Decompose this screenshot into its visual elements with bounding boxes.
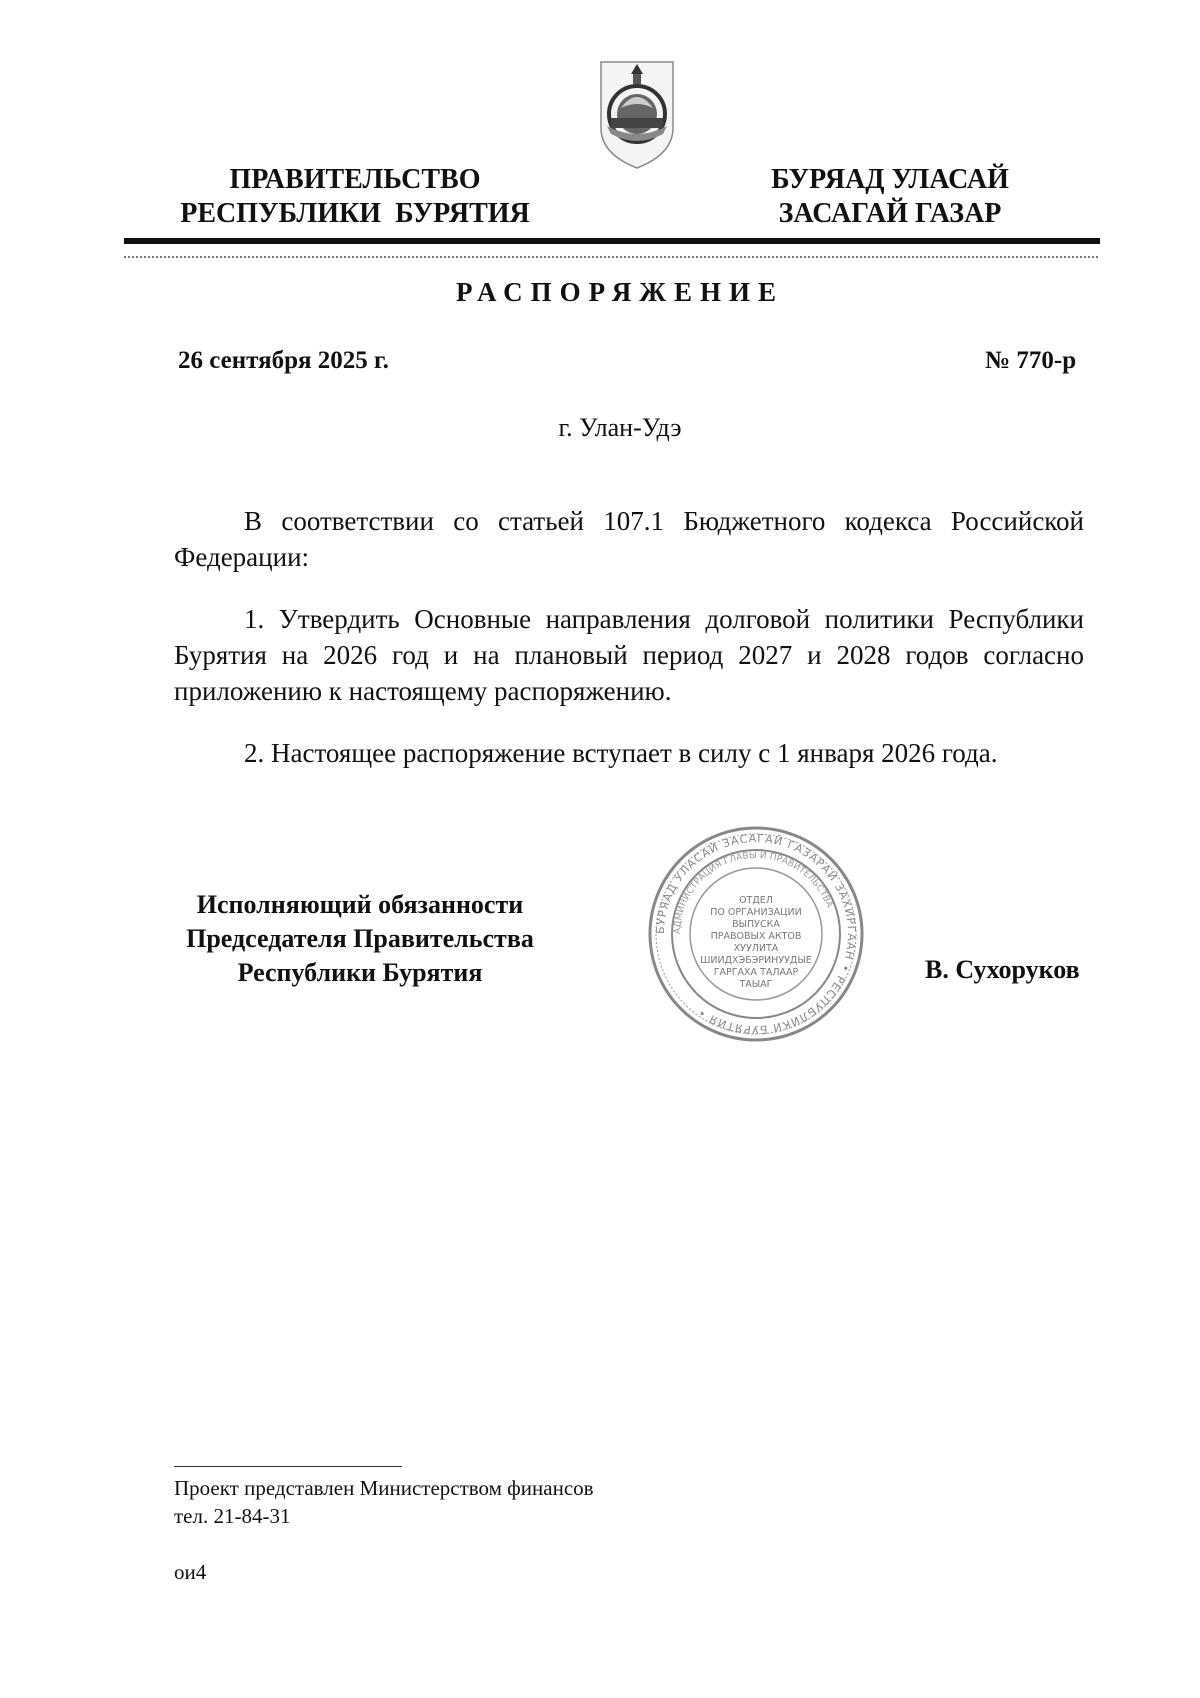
document-date: 26 сентября 2025 г. (178, 347, 389, 374)
footnote (174, 1474, 594, 1530)
seal-line: ПО ОРГАНИЗАЦИИ (710, 907, 802, 918)
header-divider-thick (124, 238, 1100, 244)
seal-line: ТАЫАГ (739, 979, 773, 990)
official-seal-icon (645, 823, 867, 1045)
document-code: ои4 (174, 1560, 207, 1584)
document-title: РАСПОРЯЖЕНИЕ (455, 277, 785, 307)
seal-line: ГАРГАХА ТАЛААР (713, 967, 799, 978)
signatory-position (150, 888, 570, 990)
footnote-line-2: тел. 21-84-31 (174, 1504, 291, 1528)
svg-text:БУРЯАД УЛАСАЙ ЗАСАГАЙ ГАЗАРАЙ: БУРЯАД УЛАСАЙ ЗАСАГАЙ ГАЗАРАЙ ЗАХИРГААН • РЕСПУБЛИКИ БУРЯТИЯ • (653, 831, 859, 1037)
header-left-line-1: ПРАВИТЕЛЬСТВО (229, 164, 481, 195)
signatory-position-line-1: Исполняющий обязанности (196, 890, 524, 919)
header-left (160, 163, 550, 231)
coat-of-arms-icon (593, 56, 681, 174)
seal-line: ВЫПУСКА (732, 919, 780, 930)
body-paragraph-item-1: 1. Утвердить Основные направления долговой политики Республики Бурятия на 2026 год и на плановый период 2027 и 2028 годов согласно приложению к настоящему распоряжению. (174, 604, 1084, 706)
header-right (745, 163, 1035, 231)
svg-text:АДМИНИСТРАЦИЯ ГЛАВЫ И ПРАВИТЕЛ: АДМИНИСТРАЦИЯ ГЛАВЫ И ПРАВИТЕЛЬСТВА (672, 850, 835, 935)
header-left-line-2: РЕСПУБЛИКИ БУРЯТИЯ (180, 198, 530, 229)
footnote-divider (174, 1466, 402, 1467)
signatory-position-line-3: Республики Бурятия (237, 958, 483, 987)
header-right-line-1: БУРЯАД УЛАСАЙ (771, 164, 1009, 195)
document-city: г. Улан-Удэ (558, 413, 682, 442)
seal-line: ОТДЕЛ (739, 895, 773, 906)
signatory-position-line-2: Председателя Правительства (186, 924, 534, 953)
document-number: № 770-р (985, 347, 1077, 374)
footnote-line-1: Проект представлен Министерством финансов (174, 1476, 594, 1500)
signatory-name: В. Сухоруков (925, 955, 1080, 984)
body-paragraph-item-2: 2. Настоящее распоряжение вступает в силу с 1 января 2026 года. (244, 738, 998, 768)
seal-line: ПРАВОВЫХ АКТОВ (710, 931, 802, 942)
header-divider-thin (124, 256, 1100, 258)
seal-line: ХУУЛИТА (733, 943, 779, 954)
body-paragraph-preamble: В соответствии со статьей 107.1 Бюджетного кодекса Российской Федерации: (174, 506, 1084, 572)
seal-line: ШИИДХЭБЭРИНУУДЫЕ (700, 955, 812, 966)
header-right-line-2: ЗАСАГАЙ ГАЗАР (778, 198, 1002, 229)
